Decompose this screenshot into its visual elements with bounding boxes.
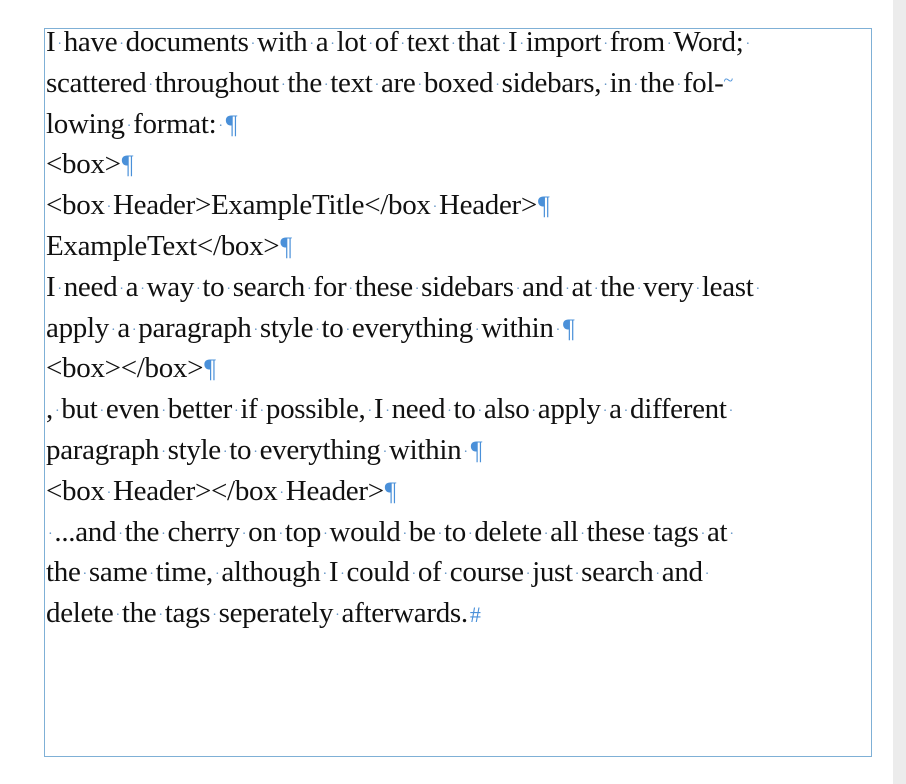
space-marker: · [580,526,585,542]
space-marker: · [323,77,329,93]
space-marker: · [309,37,314,52]
word: these [586,515,645,548]
paragraph-mark-icon: ¶ [121,150,134,180]
word: these [354,270,413,303]
space-marker: · [729,526,734,542]
word: ExampleText</box> [46,229,280,262]
space-marker: · [119,281,124,297]
paragraph-mark-icon: ¶ [204,354,216,384]
space-marker: · [253,444,258,460]
word: on [248,515,277,548]
word: to [453,393,476,426]
word: with [256,26,308,58]
word: Word; [673,26,744,58]
space-marker: · [417,77,422,93]
word: the [121,597,157,630]
space-marker: · [443,567,448,583]
word: even [105,393,160,426]
space-marker: · [515,281,521,297]
space-marker: · [432,200,437,216]
space-marker: · [131,322,137,338]
space-marker: · [531,404,536,420]
space-marker: · [57,281,62,297]
word: at [571,270,592,303]
word: time, [155,556,213,589]
paragraph-mark-icon: ¶ [225,109,238,139]
word: same [88,556,148,589]
word: for [313,270,347,303]
text-line [46,552,871,593]
space-marker: · [525,567,531,583]
text-line [46,226,871,267]
space-marker: · [666,37,672,52]
word: of [417,556,442,589]
word: delete [46,597,114,630]
space-marker: · [106,200,112,216]
word: would [329,515,401,548]
space-marker: · [126,118,132,134]
word: the [124,515,160,548]
space-marker: · [54,404,60,420]
word: also [483,393,530,426]
space-marker: · [218,118,223,134]
word: a [125,270,139,303]
space-marker: · [259,404,264,420]
word: have [63,26,118,58]
word: , [46,393,53,426]
word: apply [46,311,109,344]
word: tags [164,597,211,630]
word: a [609,393,622,426]
scrollbar-track[interactable] [893,0,906,784]
space-marker: · [322,567,327,583]
word: text [330,66,373,99]
space-marker: · [411,567,416,583]
word: ...and [54,515,117,548]
word: although [221,556,321,589]
space-marker: · [278,526,283,542]
space-marker: · [158,608,163,624]
paragraph-mark-icon: ¶ [537,191,550,221]
word: everything [351,311,473,344]
text-line [46,144,871,185]
space-marker: · [222,444,228,460]
space-marker: · [574,567,580,583]
word: different [630,393,727,426]
word: all [550,515,579,548]
word: <box> [46,148,121,181]
paragraph-mark-icon: ¶ [384,476,397,506]
space-marker: · [345,322,350,338]
space-marker: · [728,404,734,420]
word: very [643,270,694,303]
discretionary-hyphen-marker: ~ [723,69,733,90]
word: I [46,270,56,303]
word: seperately [218,597,334,630]
word: course [449,556,524,589]
paragraph-mark-icon: ¶ [470,435,483,465]
word: the [287,66,322,99]
space-marker: · [695,281,700,297]
word: fol- [682,66,724,99]
space-marker: · [148,77,153,93]
word: paragraph [138,311,252,344]
space-marker: · [437,526,442,542]
space-marker: · [467,526,473,542]
space-marker: · [82,567,87,583]
paragraph-mark-icon: ¶ [562,313,575,343]
word: everything [259,433,381,466]
space-marker: · [196,281,201,297]
space-marker: · [335,608,340,624]
word: the [46,556,81,589]
word: that [457,26,500,58]
space-marker: · [323,526,328,542]
text-line [46,63,871,104]
word: within [481,311,554,344]
word: tags [653,515,699,548]
word: text [406,26,449,58]
word: and [661,556,703,589]
word: import [525,26,602,58]
space-marker: · [140,281,145,297]
space-marker: · [214,567,220,583]
space-marker: · [115,608,120,624]
paragraph-mark-icon: ¶ [280,231,292,261]
word: paragraph [46,433,160,466]
space-marker: · [655,567,660,583]
word: style [167,433,221,466]
word: Header> [439,189,537,222]
word: need [63,270,118,303]
word: top [284,515,322,548]
end-of-story-marker: # [469,602,481,628]
word: boxed [423,66,494,99]
word: <box [46,474,105,507]
word: I [373,393,384,426]
space-marker: · [501,37,507,52]
story-text[interactable] [46,22,871,634]
word: I [46,26,56,58]
space-marker: · [281,77,286,93]
space-marker: · [700,526,705,542]
word: the [639,66,675,99]
text-line [46,308,871,349]
space-marker: · [385,404,390,420]
space-marker: · [110,322,116,338]
space-marker: · [636,281,642,297]
space-marker: · [161,444,166,460]
word: to [321,311,344,344]
space-marker: · [400,37,405,52]
word: search [581,556,654,589]
word: be [408,515,436,548]
space-marker: · [755,281,760,297]
space-marker: · [253,322,258,338]
space-marker: · [348,281,353,297]
text-line [46,430,871,471]
word: a [315,26,329,58]
space-marker: · [745,37,750,52]
space-marker: · [226,281,231,297]
space-marker: · [477,404,482,420]
word: way [146,270,195,303]
space-marker: · [474,322,480,338]
word: delete [474,515,542,548]
space-marker: · [234,404,239,420]
space-marker: · [241,526,247,542]
space-marker: · [57,37,62,52]
space-marker: · [106,485,112,501]
word: from [609,26,665,58]
word: lowing [46,107,125,140]
space-marker: · [603,77,608,93]
space-marker: · [602,404,608,420]
space-marker: · [368,37,373,52]
text-line [46,22,871,63]
word: are [380,66,416,99]
space-marker: · [279,485,284,501]
space-marker: · [161,526,166,542]
space-marker: · [451,37,456,52]
text-line [46,593,871,634]
word: afterwards. [341,597,468,630]
word: at [706,515,728,548]
space-marker: · [704,567,710,583]
text-line [46,267,871,308]
space-marker: · [382,444,387,460]
word: apply [537,393,601,426]
word: I [508,26,518,58]
space-marker: · [48,526,53,542]
word: in [609,66,632,99]
word: throughout [154,66,279,99]
word: cherry [167,515,240,548]
word: Header> [285,474,384,507]
word: lot [336,26,367,58]
space-marker: · [374,77,379,93]
word: documents [125,26,249,58]
word: if [240,393,258,426]
word: of [374,26,399,58]
text-line [46,471,871,512]
word: and [522,270,564,303]
word: could [346,556,410,589]
word: better [167,393,233,426]
word: sidebars [421,270,514,303]
space-marker: · [623,404,629,420]
space-marker: · [212,608,217,624]
text-line [46,104,871,145]
word: I [328,556,339,589]
space-marker: · [315,322,320,338]
word: search [232,270,306,303]
space-marker: · [250,37,255,52]
space-marker: · [543,526,549,542]
text-line [46,389,871,430]
space-marker: · [555,322,560,338]
word: to [202,270,225,303]
word: but [61,393,98,426]
space-marker: · [99,404,104,420]
space-marker: · [119,37,124,52]
space-marker: · [565,281,570,297]
space-marker: · [402,526,407,542]
word: need [391,393,446,426]
text-line [46,348,871,389]
space-marker: · [519,37,524,52]
word: style [259,311,314,344]
space-marker: · [149,567,154,583]
word: Header></box [113,474,278,507]
text-line [46,185,871,226]
word: possible, [265,393,366,426]
space-marker: · [495,77,500,93]
word: <box [46,189,105,222]
word: the [600,270,635,303]
word: a [117,311,130,344]
space-marker: · [633,77,638,93]
space-marker: · [463,444,468,460]
space-marker: · [447,404,452,420]
space-marker: · [367,404,372,420]
space-marker: · [161,404,166,420]
space-marker: · [603,37,608,52]
word: Header>ExampleTitle</box [113,189,431,222]
space-marker: · [307,281,312,297]
word: format: [133,107,217,140]
word: <box></box> [46,352,204,385]
text-line [46,512,871,553]
space-marker: · [593,281,599,297]
space-marker: · [646,526,652,542]
word: sidebars, [501,66,602,99]
space-marker: · [330,37,335,52]
word: least [701,270,754,303]
word: to [229,433,252,466]
space-marker: · [414,281,420,297]
space-marker: · [676,77,681,93]
word: scattered [46,66,147,99]
space-marker: · [118,526,123,542]
word: to [444,515,466,548]
space-marker: · [340,567,345,583]
word: within [389,433,462,466]
word: just [532,556,573,589]
